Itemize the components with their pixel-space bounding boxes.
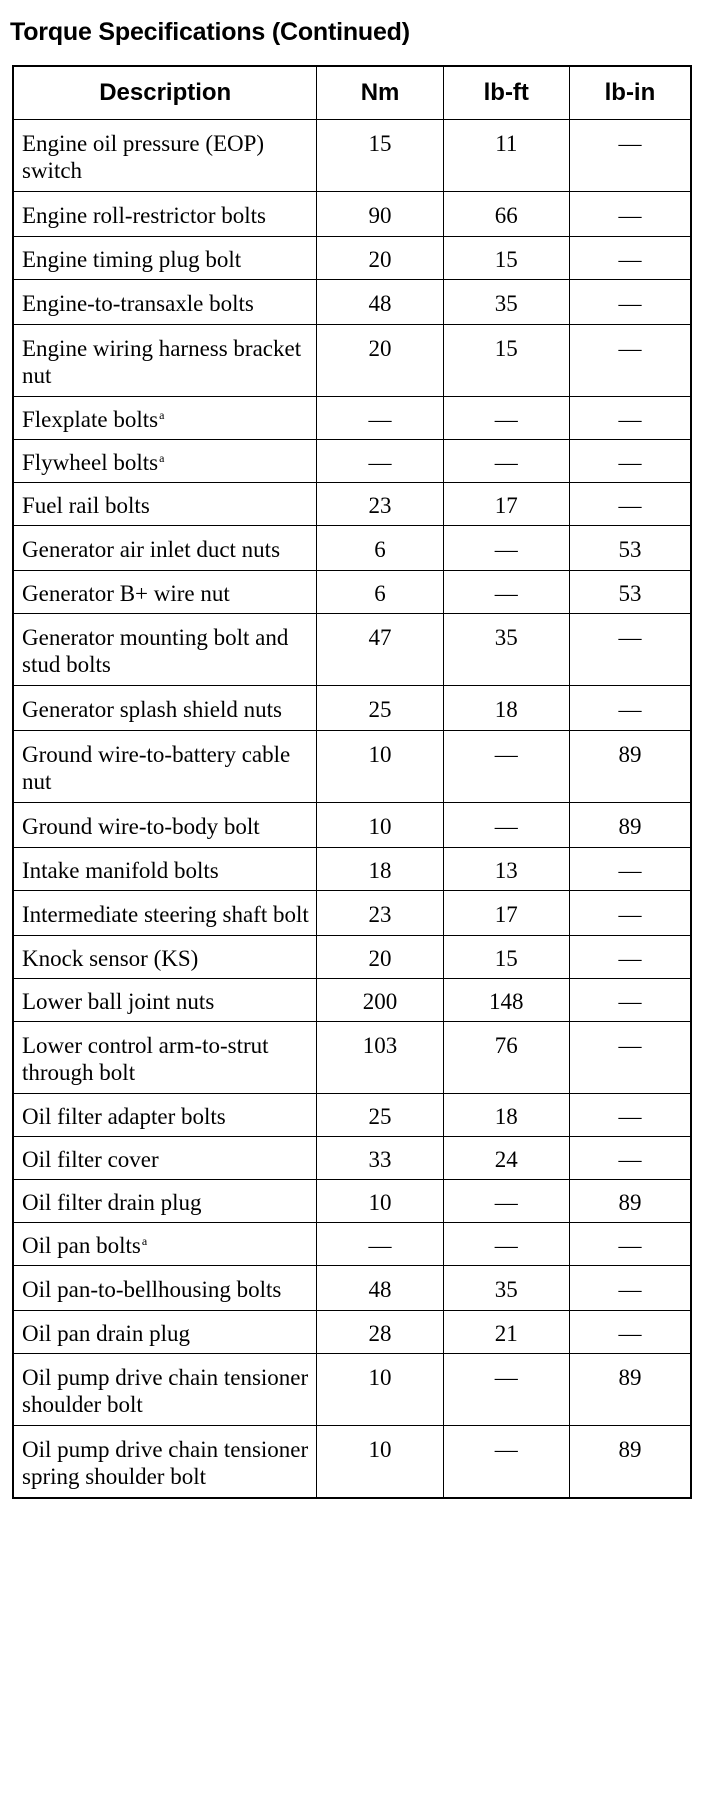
- nm-cell: 15: [317, 120, 443, 192]
- description-text: Engine wiring harness bracket nut: [22, 336, 302, 388]
- table-row: [13, 397, 691, 440]
- lb-ft-cell: 18: [443, 1094, 569, 1137]
- lb-ft-cell: 17: [443, 891, 569, 936]
- description-cell: [13, 571, 317, 614]
- description-cell: [13, 1311, 317, 1354]
- table-row: [13, 1266, 691, 1311]
- description-text: Lower control arm-to-strut through bolt: [22, 1033, 269, 1085]
- lb-in-cell: —: [569, 192, 691, 237]
- description-text: Oil pump drive chain tensioner spring shoulder bolt: [22, 1437, 309, 1489]
- nm-cell: 90: [317, 192, 443, 237]
- lb-ft-cell: —: [443, 440, 569, 483]
- lb-ft-cell: 18: [443, 686, 569, 731]
- lb-ft-cell: —: [443, 1223, 569, 1266]
- table-row: [13, 731, 691, 803]
- lb-ft-cell: 76: [443, 1022, 569, 1094]
- lb-in-cell: —: [569, 1311, 691, 1354]
- lb-ft-cell: 13: [443, 848, 569, 891]
- nm-cell: 10: [317, 731, 443, 803]
- nm-cell: 47: [317, 614, 443, 686]
- lb-in-cell: —: [569, 686, 691, 731]
- description-text: Ground wire-to-battery cable nut: [22, 742, 291, 794]
- description-text: Intake manifold bolts: [22, 858, 219, 883]
- nm-cell: 10: [317, 803, 443, 848]
- description-cell: [13, 686, 317, 731]
- lb-in-cell: 89: [569, 1354, 691, 1426]
- lb-ft-cell: 148: [443, 979, 569, 1022]
- lb-in-cell: —: [569, 483, 691, 526]
- lb-in-cell: —: [569, 1094, 691, 1137]
- description-text: Oil filter cover: [22, 1147, 159, 1172]
- lb-ft-cell: 35: [443, 280, 569, 325]
- description-cell: [13, 397, 317, 440]
- table-row: [13, 979, 691, 1022]
- nm-cell: 25: [317, 686, 443, 731]
- nm-cell: —: [317, 1223, 443, 1266]
- table-row: [13, 686, 691, 731]
- description-text: Lower ball joint nuts: [22, 989, 215, 1014]
- table-row: [13, 891, 691, 936]
- table-row: [13, 1180, 691, 1223]
- lb-in-cell: —: [569, 614, 691, 686]
- nm-cell: 103: [317, 1022, 443, 1094]
- lb-in-cell: —: [569, 440, 691, 483]
- description-cell: [13, 614, 317, 686]
- table-row: [13, 237, 691, 280]
- nm-cell: —: [317, 440, 443, 483]
- description-text: Oil pan bolts: [22, 1233, 141, 1258]
- description-cell: [13, 1137, 317, 1180]
- description-text: Oil filter drain plug: [22, 1190, 202, 1215]
- nm-cell: 6: [317, 571, 443, 614]
- nm-cell: 10: [317, 1180, 443, 1223]
- description-cell: [13, 803, 317, 848]
- table-row: [13, 526, 691, 571]
- footnote-marker: a: [159, 408, 165, 422]
- torque-spec-table: [12, 65, 692, 1499]
- table-row: [13, 614, 691, 686]
- table-row: [13, 1426, 691, 1499]
- nm-cell: 20: [317, 325, 443, 397]
- nm-cell: 28: [317, 1311, 443, 1354]
- lb-in-cell: —: [569, 325, 691, 397]
- description-text: Intermediate steering shaft bolt: [22, 902, 309, 927]
- description-cell: [13, 280, 317, 325]
- table-row: [13, 936, 691, 979]
- description-cell: [13, 891, 317, 936]
- description-text: Engine roll-restrictor bolts: [22, 203, 266, 228]
- lb-in-cell: —: [569, 1022, 691, 1094]
- description-text: Generator air inlet duct nuts: [22, 537, 281, 562]
- description-text: Oil pan drain plug: [22, 1321, 190, 1346]
- description-cell: [13, 1094, 317, 1137]
- description-text: Fuel rail bolts: [22, 493, 150, 518]
- table-row: [13, 571, 691, 614]
- nm-cell: 10: [317, 1354, 443, 1426]
- description-cell: [13, 1022, 317, 1094]
- description-text: Oil pump drive chain tensioner shoulder bolt: [22, 1365, 309, 1417]
- description-text: Flexplate bolts: [22, 407, 159, 432]
- lb-in-cell: —: [569, 936, 691, 979]
- nm-cell: 48: [317, 280, 443, 325]
- table-row: [13, 325, 691, 397]
- description-text: Ground wire-to-body bolt: [22, 814, 260, 839]
- lb-in-cell: —: [569, 280, 691, 325]
- page-title: Torque Specifications (Continued): [10, 18, 410, 46]
- description-cell: [13, 440, 317, 483]
- lb-ft-cell: 17: [443, 483, 569, 526]
- lb-in-cell: 89: [569, 1426, 691, 1499]
- nm-cell: 23: [317, 483, 443, 526]
- table-row: [13, 1311, 691, 1354]
- table-row: [13, 120, 691, 192]
- lb-in-cell: —: [569, 1223, 691, 1266]
- table-header: [13, 66, 691, 120]
- lb-ft-cell: 15: [443, 936, 569, 979]
- lb-ft-cell: —: [443, 526, 569, 571]
- lb-ft-cell: —: [443, 731, 569, 803]
- table-row: [13, 1022, 691, 1094]
- lb-ft-cell: —: [443, 397, 569, 440]
- lb-ft-cell: 35: [443, 614, 569, 686]
- nm-cell: 23: [317, 891, 443, 936]
- nm-cell: 6: [317, 526, 443, 571]
- table-row: [13, 1094, 691, 1137]
- nm-cell: 10: [317, 1426, 443, 1499]
- description-cell: [13, 192, 317, 237]
- table-row: [13, 1354, 691, 1426]
- column-header-lb-ft: lb-ft: [443, 66, 569, 120]
- lb-in-cell: —: [569, 979, 691, 1022]
- table-row: [13, 848, 691, 891]
- lb-ft-cell: —: [443, 1180, 569, 1223]
- column-header-nm: Nm: [317, 66, 443, 120]
- lb-in-cell: —: [569, 891, 691, 936]
- lb-ft-cell: —: [443, 803, 569, 848]
- footnote-marker: a: [141, 1234, 148, 1248]
- lb-in-cell: 89: [569, 731, 691, 803]
- lb-in-cell: —: [569, 1266, 691, 1311]
- header-row: [13, 66, 691, 120]
- lb-ft-cell: 21: [443, 1311, 569, 1354]
- lb-ft-cell: 15: [443, 325, 569, 397]
- nm-cell: 48: [317, 1266, 443, 1311]
- description-text: Engine-to-transaxle bolts: [22, 291, 254, 316]
- description-cell: [13, 731, 317, 803]
- description-text: Knock sensor (KS): [22, 946, 199, 971]
- description-text: Generator mounting bolt and stud bolts: [22, 625, 289, 677]
- lb-ft-cell: 35: [443, 1266, 569, 1311]
- table-row: [13, 803, 691, 848]
- lb-ft-cell: —: [443, 1426, 569, 1499]
- lb-ft-cell: 11: [443, 120, 569, 192]
- lb-in-cell: —: [569, 1137, 691, 1180]
- description-cell: [13, 1223, 317, 1266]
- description-text: Oil filter adapter bolts: [22, 1104, 226, 1129]
- table-body: [13, 120, 691, 1499]
- lb-in-cell: 53: [569, 571, 691, 614]
- description-cell: [13, 483, 317, 526]
- lb-ft-cell: 24: [443, 1137, 569, 1180]
- nm-cell: 20: [317, 936, 443, 979]
- table-row: [13, 1137, 691, 1180]
- table-row: [13, 483, 691, 526]
- lb-in-cell: —: [569, 397, 691, 440]
- column-header-description: Description: [13, 66, 317, 120]
- nm-cell: 20: [317, 237, 443, 280]
- description-text: Oil pan-to-bellhousing bolts: [22, 1277, 282, 1302]
- description-text: Generator B+ wire nut: [22, 581, 230, 606]
- description-text: Generator splash shield nuts: [22, 697, 282, 722]
- lb-ft-cell: 15: [443, 237, 569, 280]
- table-row: [13, 280, 691, 325]
- lb-ft-cell: —: [443, 1354, 569, 1426]
- description-cell: [13, 936, 317, 979]
- description-cell: [13, 120, 317, 192]
- lb-in-cell: 89: [569, 803, 691, 848]
- nm-cell: 18: [317, 848, 443, 891]
- table-row: [13, 192, 691, 237]
- table-row: [13, 1223, 691, 1266]
- lb-in-cell: —: [569, 120, 691, 192]
- description-cell: [13, 1354, 317, 1426]
- lb-in-cell: —: [569, 848, 691, 891]
- description-cell: [13, 979, 317, 1022]
- footnote-marker: a: [159, 451, 165, 465]
- nm-cell: 200: [317, 979, 443, 1022]
- nm-cell: 25: [317, 1094, 443, 1137]
- lb-ft-cell: 66: [443, 192, 569, 237]
- description-cell: [13, 1426, 317, 1499]
- table-row: [13, 440, 691, 483]
- description-text: Engine oil pressure (EOP) switch: [22, 131, 265, 183]
- description-cell: [13, 526, 317, 571]
- column-header-lb-in: lb-in: [569, 66, 691, 120]
- lb-in-cell: 89: [569, 1180, 691, 1223]
- description-cell: [13, 237, 317, 280]
- lb-in-cell: —: [569, 237, 691, 280]
- nm-cell: —: [317, 397, 443, 440]
- description-cell: [13, 325, 317, 397]
- description-text: Engine timing plug bolt: [22, 247, 242, 272]
- description-cell: [13, 1266, 317, 1311]
- description-text: Flywheel bolts: [22, 450, 159, 475]
- lb-in-cell: 53: [569, 526, 691, 571]
- nm-cell: 33: [317, 1137, 443, 1180]
- description-cell: [13, 1180, 317, 1223]
- lb-ft-cell: —: [443, 571, 569, 614]
- description-cell: [13, 848, 317, 891]
